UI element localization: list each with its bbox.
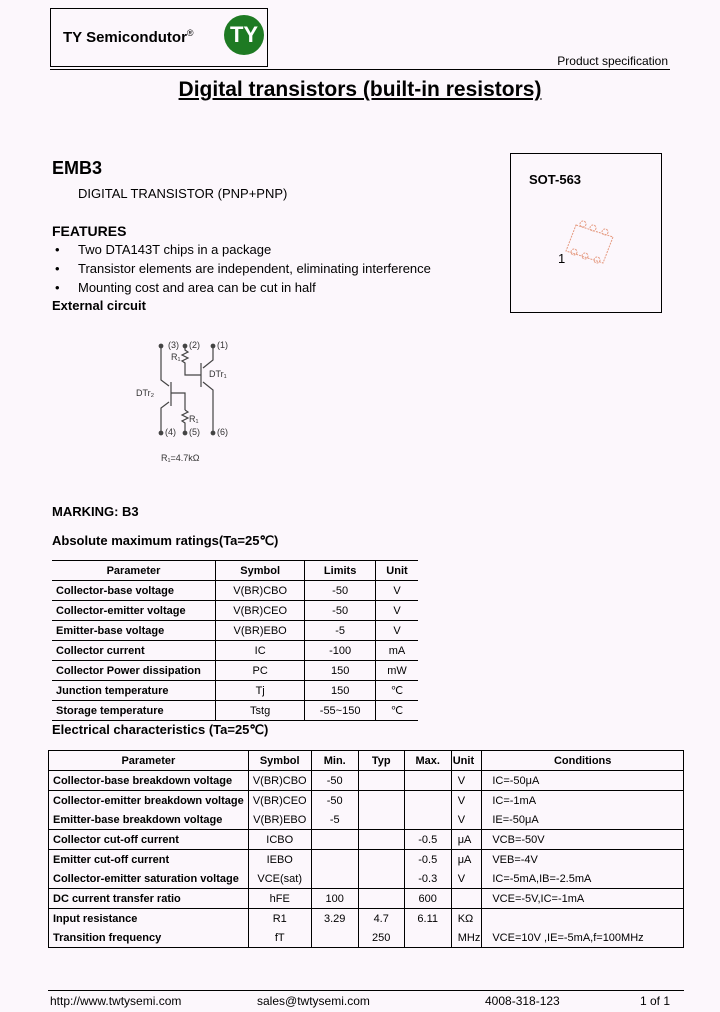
conditions-cell: VCE=-5V,IC=-1mA bbox=[482, 889, 684, 909]
transistor-label: DTr₁ bbox=[209, 369, 227, 379]
unit-cell: mA bbox=[375, 641, 418, 661]
max-cell bbox=[404, 791, 451, 811]
header-divider bbox=[50, 69, 670, 70]
conditions-cell: VCE=10V ,IE=-5mA,f=100MHz bbox=[482, 928, 684, 948]
table-row bbox=[52, 701, 418, 721]
col-header: Conditions bbox=[482, 751, 684, 771]
param-cell: Collector current bbox=[52, 641, 216, 661]
param-cell: Junction temperature bbox=[52, 681, 216, 701]
unit-cell: V bbox=[375, 621, 418, 641]
symbol-cell: ICBO bbox=[248, 830, 311, 850]
company-name bbox=[63, 28, 194, 46]
limit-cell: -100 bbox=[305, 641, 376, 661]
min-cell: 100 bbox=[311, 889, 358, 909]
unit-cell: mW bbox=[375, 661, 418, 681]
max-cell bbox=[404, 810, 451, 830]
conditions-cell: IE=-50μA bbox=[482, 810, 684, 830]
table-row bbox=[52, 641, 418, 661]
page-title: Digital transistors (built-in resistors) bbox=[178, 78, 542, 101]
feature-item: • Transistor elements are independent, eliminating interference bbox=[55, 261, 431, 276]
param-cell: Collector-emitter voltage bbox=[52, 601, 216, 621]
max-cell: -0.3 bbox=[404, 869, 451, 889]
unit-cell: V bbox=[451, 869, 482, 889]
circuit-schematic-icon bbox=[125, 330, 245, 470]
col-header: Unit bbox=[451, 751, 482, 771]
param-cell: Collector Power dissipation bbox=[52, 661, 216, 681]
col-header: Min. bbox=[311, 751, 358, 771]
symbol-cell: V(BR)CEO bbox=[248, 791, 311, 811]
unit-cell: ℃ bbox=[375, 701, 418, 721]
package-name: SOT-563 bbox=[529, 172, 582, 187]
feature-text: Transistor elements are independent, eliminating interference bbox=[78, 261, 431, 276]
feature-text: Mounting cost and area can be cut in half bbox=[78, 280, 316, 295]
max-cell: -0.5 bbox=[404, 830, 451, 850]
min-cell bbox=[311, 830, 358, 850]
param-cell: Input resistance bbox=[49, 909, 249, 929]
table-row bbox=[52, 661, 418, 681]
footer-phone: 4008-318-123 bbox=[485, 994, 560, 1008]
marking: MARKING: B3 bbox=[52, 504, 139, 519]
min-cell bbox=[311, 850, 358, 870]
circuit-diagram bbox=[125, 330, 245, 470]
product-spec-label: Product specification bbox=[557, 54, 668, 68]
resistor-value: R₁=4.7kΩ bbox=[161, 453, 200, 463]
conditions-cell: VCB=-50V bbox=[482, 830, 684, 850]
pin-label: (6) bbox=[217, 427, 228, 437]
unit-cell bbox=[451, 889, 482, 909]
max-cell: 600 bbox=[404, 889, 451, 909]
package-outline-icon bbox=[561, 216, 626, 266]
limit-cell: -50 bbox=[305, 601, 376, 621]
symbol-cell: Tj bbox=[216, 681, 305, 701]
col-header: Parameter bbox=[52, 561, 216, 581]
table-header bbox=[52, 561, 418, 581]
limit-cell: -55~150 bbox=[305, 701, 376, 721]
table-row bbox=[49, 889, 684, 909]
part-number: EMB3 bbox=[52, 158, 103, 178]
table-row bbox=[52, 681, 418, 701]
param-cell: Transition frequency bbox=[53, 931, 162, 944]
col-header: Parameter bbox=[49, 751, 249, 771]
max-cell bbox=[404, 771, 451, 791]
symbol-cell: V(BR)CBO bbox=[216, 581, 305, 601]
col-header: Unit bbox=[375, 561, 418, 581]
abs-max-heading: Absolute maximum ratings(Ta=25℃) bbox=[52, 533, 279, 548]
table-row bbox=[49, 830, 684, 850]
resistor-label: R₁ bbox=[171, 352, 181, 362]
max-cell bbox=[404, 928, 451, 948]
limit-cell: -5 bbox=[305, 621, 376, 641]
table-row bbox=[52, 621, 418, 641]
unit-cell: V bbox=[375, 581, 418, 601]
unit-cell: V bbox=[451, 771, 482, 791]
param-cell: Collector-emitter saturation voltage bbox=[53, 872, 239, 885]
conditions-cell: IC=-5mA,IB=-2.5mA bbox=[482, 869, 684, 889]
typ-cell: 4.7 bbox=[358, 909, 404, 929]
conditions-cell: VEB=-4V bbox=[482, 850, 684, 870]
col-header: Typ bbox=[358, 751, 404, 771]
unit-cell: V bbox=[451, 810, 482, 830]
symbol-cell: IEBO bbox=[248, 850, 311, 870]
table-row bbox=[52, 601, 418, 621]
company-logo: TY bbox=[224, 15, 264, 55]
typ-cell bbox=[358, 889, 404, 909]
features-heading: FEATURES bbox=[52, 223, 127, 239]
max-cell: 6.11 bbox=[404, 909, 451, 929]
pin-label: (2) bbox=[189, 340, 200, 350]
feature-text: Two DTA143T chips in a package bbox=[78, 242, 272, 257]
circuit-heading: External circuit bbox=[52, 298, 146, 313]
col-header: Max. bbox=[404, 751, 451, 771]
symbol-cell: V(BR)CBO bbox=[248, 771, 311, 791]
limit-cell: 150 bbox=[305, 681, 376, 701]
limit-cell: 150 bbox=[305, 661, 376, 681]
symbol-cell: fT bbox=[248, 928, 311, 948]
conditions-cell: IC=-50μA bbox=[482, 771, 684, 791]
symbol-cell: R1 bbox=[248, 909, 311, 929]
param-cell: Collector-base voltage bbox=[52, 581, 216, 601]
company-label: TY Semicondutor bbox=[63, 29, 187, 46]
min-cell: -50 bbox=[311, 791, 358, 811]
conditions-cell bbox=[482, 909, 684, 929]
pin-label: (3) bbox=[168, 340, 179, 350]
param-cell: Emitter-base voltage bbox=[52, 621, 216, 641]
footer-divider bbox=[48, 990, 684, 991]
pin-label: (4) bbox=[165, 427, 176, 437]
symbol-cell: V(BR)EBO bbox=[248, 810, 311, 830]
feature-item: • Two DTA143T chips in a package bbox=[55, 242, 272, 257]
param-cell: DC current transfer ratio bbox=[49, 889, 249, 909]
typ-cell bbox=[358, 850, 404, 870]
min-cell: -5 bbox=[311, 810, 358, 830]
footer-page: 1 of 1 bbox=[640, 994, 671, 1008]
table-row bbox=[49, 791, 684, 811]
conditions-cell: IC=-1mA bbox=[482, 791, 684, 811]
param-cell: Storage temperature bbox=[52, 701, 216, 721]
max-cell: -0.5 bbox=[404, 850, 451, 870]
table-row bbox=[49, 928, 684, 948]
typ-cell bbox=[358, 869, 404, 889]
col-header: Symbol bbox=[248, 751, 311, 771]
unit-cell: V bbox=[375, 601, 418, 621]
transistor-label: DTr₂ bbox=[136, 388, 155, 398]
table-row bbox=[49, 810, 684, 830]
table-row bbox=[52, 581, 418, 601]
typ-cell bbox=[358, 830, 404, 850]
typ-cell bbox=[358, 810, 404, 830]
limit-cell: -50 bbox=[305, 581, 376, 601]
symbol-cell: PC bbox=[216, 661, 305, 681]
pin1-label: 1 bbox=[558, 251, 566, 266]
min-cell bbox=[311, 869, 358, 889]
part-description: DIGITAL TRANSISTOR (PNP+PNP) bbox=[78, 186, 288, 201]
resistor-label: R₁ bbox=[189, 414, 199, 424]
footer-website[interactable]: http://www.twtysemi.com bbox=[50, 994, 182, 1008]
min-cell bbox=[311, 928, 358, 948]
table-row bbox=[49, 771, 684, 791]
registered-mark: ® bbox=[186, 28, 194, 38]
electrical-table bbox=[48, 750, 684, 948]
electrical-heading: Electrical characteristics (Ta=25℃) bbox=[52, 722, 269, 737]
symbol-cell: hFE bbox=[248, 889, 311, 909]
param-cell: Emitter cut-off current bbox=[49, 850, 249, 870]
table-row bbox=[49, 869, 684, 889]
abs-max-table bbox=[52, 560, 418, 721]
param-cell: Collector cut-off current bbox=[49, 830, 249, 850]
table-header bbox=[49, 751, 684, 771]
typ-cell bbox=[358, 791, 404, 811]
feature-item: • Mounting cost and area can be cut in half bbox=[55, 280, 316, 295]
table-row bbox=[49, 909, 684, 929]
unit-cell: ℃ bbox=[375, 681, 418, 701]
footer-email[interactable]: sales@twtysemi.com bbox=[257, 994, 370, 1008]
unit-cell: KΩ bbox=[451, 909, 482, 929]
symbol-cell: VCE(sat) bbox=[248, 869, 311, 889]
param-cell: Collector-base breakdown voltage bbox=[53, 774, 233, 787]
package-box bbox=[510, 153, 662, 313]
col-header: Limits bbox=[305, 561, 376, 581]
symbol-cell: V(BR)EBO bbox=[216, 621, 305, 641]
pin-label: (5) bbox=[189, 427, 200, 437]
unit-cell: V bbox=[451, 791, 482, 811]
symbol-cell: Tstg bbox=[216, 701, 305, 721]
pin-label: (1) bbox=[217, 340, 228, 350]
unit-cell: μA bbox=[451, 830, 482, 850]
param-cell: Emitter-base breakdown voltage bbox=[53, 813, 223, 826]
param-cell: Collector-emitter breakdown voltage bbox=[49, 791, 249, 811]
min-cell: 3.29 bbox=[311, 909, 358, 929]
table-row bbox=[49, 850, 684, 870]
symbol-cell: IC bbox=[216, 641, 305, 661]
min-cell: -50 bbox=[311, 771, 358, 791]
symbol-cell: V(BR)CEO bbox=[216, 601, 305, 621]
col-header: Symbol bbox=[216, 561, 305, 581]
typ-cell: 250 bbox=[358, 928, 404, 948]
typ-cell bbox=[358, 771, 404, 791]
unit-cell: μA bbox=[451, 850, 482, 870]
unit-cell: MHz bbox=[451, 928, 482, 948]
